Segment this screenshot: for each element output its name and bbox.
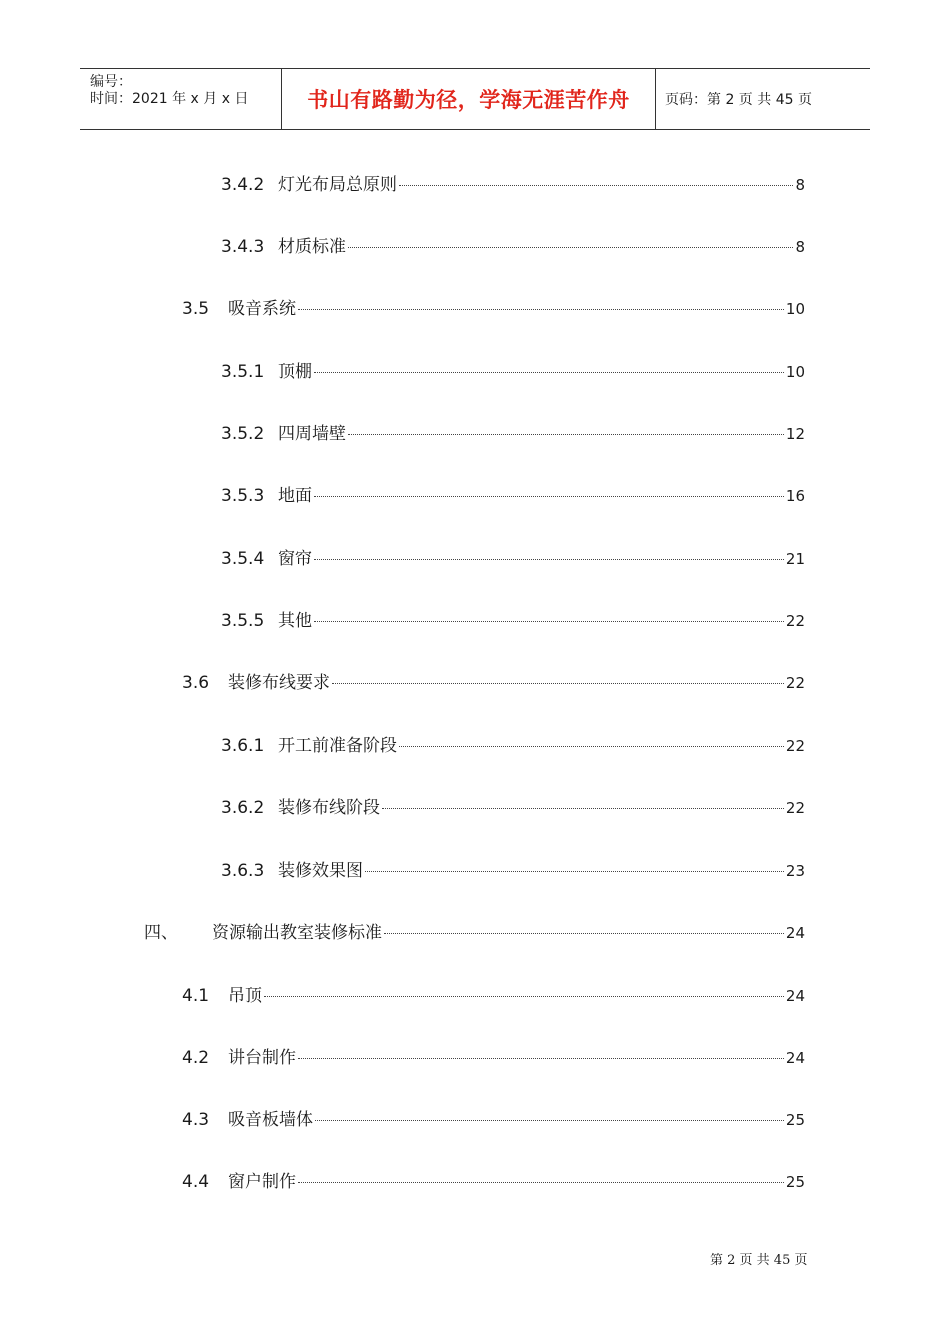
toc-entry-title: 装修效果图 — [278, 861, 363, 881]
toc-entry[interactable] — [221, 606, 805, 632]
toc-dot-leader — [348, 247, 793, 248]
toc-entry-page: 8 — [795, 238, 805, 256]
toc-entry-page: 8 — [795, 176, 805, 194]
toc-entry-page: 25 — [785, 1111, 805, 1129]
toc-entry-page: 22 — [785, 674, 805, 692]
toc-entry[interactable] — [221, 232, 805, 258]
header-motto: 书山有路勤为径，学海无涯苦作舟 — [307, 87, 630, 112]
header-meta — [80, 69, 281, 129]
toc-entry-title: 装修布线阶段 — [278, 798, 380, 818]
toc-entry-page: 22 — [785, 799, 805, 817]
toc-entry[interactable] — [221, 731, 805, 757]
toc-entry-page: 24 — [785, 1049, 805, 1067]
toc-entry-page: 10 — [785, 363, 805, 381]
toc-entry-title: 地面 — [278, 486, 312, 506]
toc-entry-page: 24 — [785, 924, 805, 942]
toc-dot-leader — [314, 621, 784, 622]
toc-dot-leader — [314, 559, 784, 560]
toc-dot-leader — [314, 496, 784, 497]
toc-entry-title: 四周墙壁 — [278, 424, 346, 444]
document-number-label: 编号： — [90, 74, 132, 90]
toc-dot-leader — [332, 683, 784, 684]
toc-entry[interactable] — [221, 481, 805, 507]
toc-entry-title: 材质标准 — [278, 237, 346, 257]
toc-entry-title: 窗户制作 — [228, 1172, 296, 1192]
header-page-info: 页码：第 2 页 共 45 页 — [665, 92, 812, 108]
toc-entry[interactable] — [182, 668, 805, 694]
toc-entry-page: 16 — [785, 487, 805, 505]
header-motto-cell — [281, 69, 656, 129]
toc-entry-number: 3.5.3 — [221, 486, 265, 506]
toc-entry-page: 10 — [785, 300, 805, 318]
toc-entry-page: 12 — [785, 425, 805, 443]
toc-entry-number: 4.3 — [182, 1110, 210, 1130]
toc-entry[interactable] — [221, 793, 805, 819]
toc-entry-number: 4.1 — [182, 986, 210, 1006]
toc-entry-number: 3.6.1 — [221, 736, 265, 756]
toc-entry-number: 3.4.2 — [221, 175, 265, 195]
toc-entry-title: 吸音板墙体 — [228, 1110, 313, 1130]
toc-entry[interactable] — [221, 856, 805, 882]
toc-entry[interactable] — [182, 981, 805, 1007]
toc-entry-number: 3.6 — [182, 673, 210, 693]
toc-entry-title: 灯光布局总原则 — [278, 175, 397, 195]
page-header — [80, 68, 870, 130]
toc-entry[interactable] — [221, 544, 805, 570]
toc-dot-leader — [384, 933, 784, 934]
toc-entry-page: 21 — [785, 550, 805, 568]
toc-entry-page: 23 — [785, 862, 805, 880]
toc-entry-number: 3.5.2 — [221, 424, 265, 444]
toc-entry-title: 顶棚 — [278, 362, 312, 382]
toc-entry[interactable] — [221, 357, 805, 383]
toc-entry-number: 3.5 — [182, 299, 210, 319]
toc-entry-page: 24 — [785, 987, 805, 1005]
toc-entry-title: 其他 — [278, 611, 312, 631]
toc-entry-number: 3.5.4 — [221, 549, 265, 569]
toc-entry-title: 窗帘 — [278, 549, 312, 569]
toc-entry[interactable] — [182, 1105, 805, 1131]
toc-dot-leader — [264, 996, 784, 997]
document-date-label: 时间：2021 年 x 月 x 日 — [90, 91, 249, 107]
toc-dot-leader — [348, 434, 784, 435]
toc-entry[interactable] — [221, 419, 805, 445]
toc-entry-title: 开工前准备阶段 — [278, 736, 397, 756]
toc-entry[interactable] — [182, 294, 805, 320]
toc-dot-leader — [298, 309, 784, 310]
toc-entry[interactable] — [221, 170, 805, 196]
toc-entry[interactable] — [182, 1043, 805, 1069]
toc-entry-title: 装修布线要求 — [228, 673, 330, 693]
toc-entry-number: 3.5.5 — [221, 611, 265, 631]
toc-dot-leader — [365, 871, 784, 872]
toc-dot-leader — [298, 1058, 784, 1059]
toc-dot-leader — [382, 808, 784, 809]
toc-entry-number: 4.2 — [182, 1048, 210, 1068]
toc-entry-number: 3.6.3 — [221, 861, 265, 881]
toc-entry-number: 4.4 — [182, 1172, 210, 1192]
toc-dot-leader — [315, 1120, 784, 1121]
toc-entry-number: 四、 — [144, 923, 178, 943]
toc-entry-page: 22 — [785, 612, 805, 630]
toc-entry-page: 25 — [785, 1173, 805, 1191]
toc-entry[interactable] — [144, 918, 805, 944]
toc-dot-leader — [298, 1182, 784, 1183]
toc-entry-title: 资源输出教室装修标准 — [212, 923, 382, 943]
toc-entry-number: 3.6.2 — [221, 798, 265, 818]
toc-dot-leader — [314, 372, 784, 373]
header-page-cell — [655, 69, 870, 129]
toc-dot-leader — [399, 746, 784, 747]
toc-dot-leader — [399, 185, 793, 186]
page-footer: 第 2 页 共 45 页 — [710, 1253, 808, 1268]
toc-entry[interactable] — [182, 1167, 805, 1193]
toc-entry-title: 讲台制作 — [228, 1048, 296, 1068]
toc-entry-title: 吸音系统 — [228, 299, 296, 319]
toc-entry-number: 3.5.1 — [221, 362, 265, 382]
toc-entry-title: 吊顶 — [228, 986, 262, 1006]
toc-entry-page: 22 — [785, 737, 805, 755]
toc-entry-number: 3.4.3 — [221, 237, 265, 257]
